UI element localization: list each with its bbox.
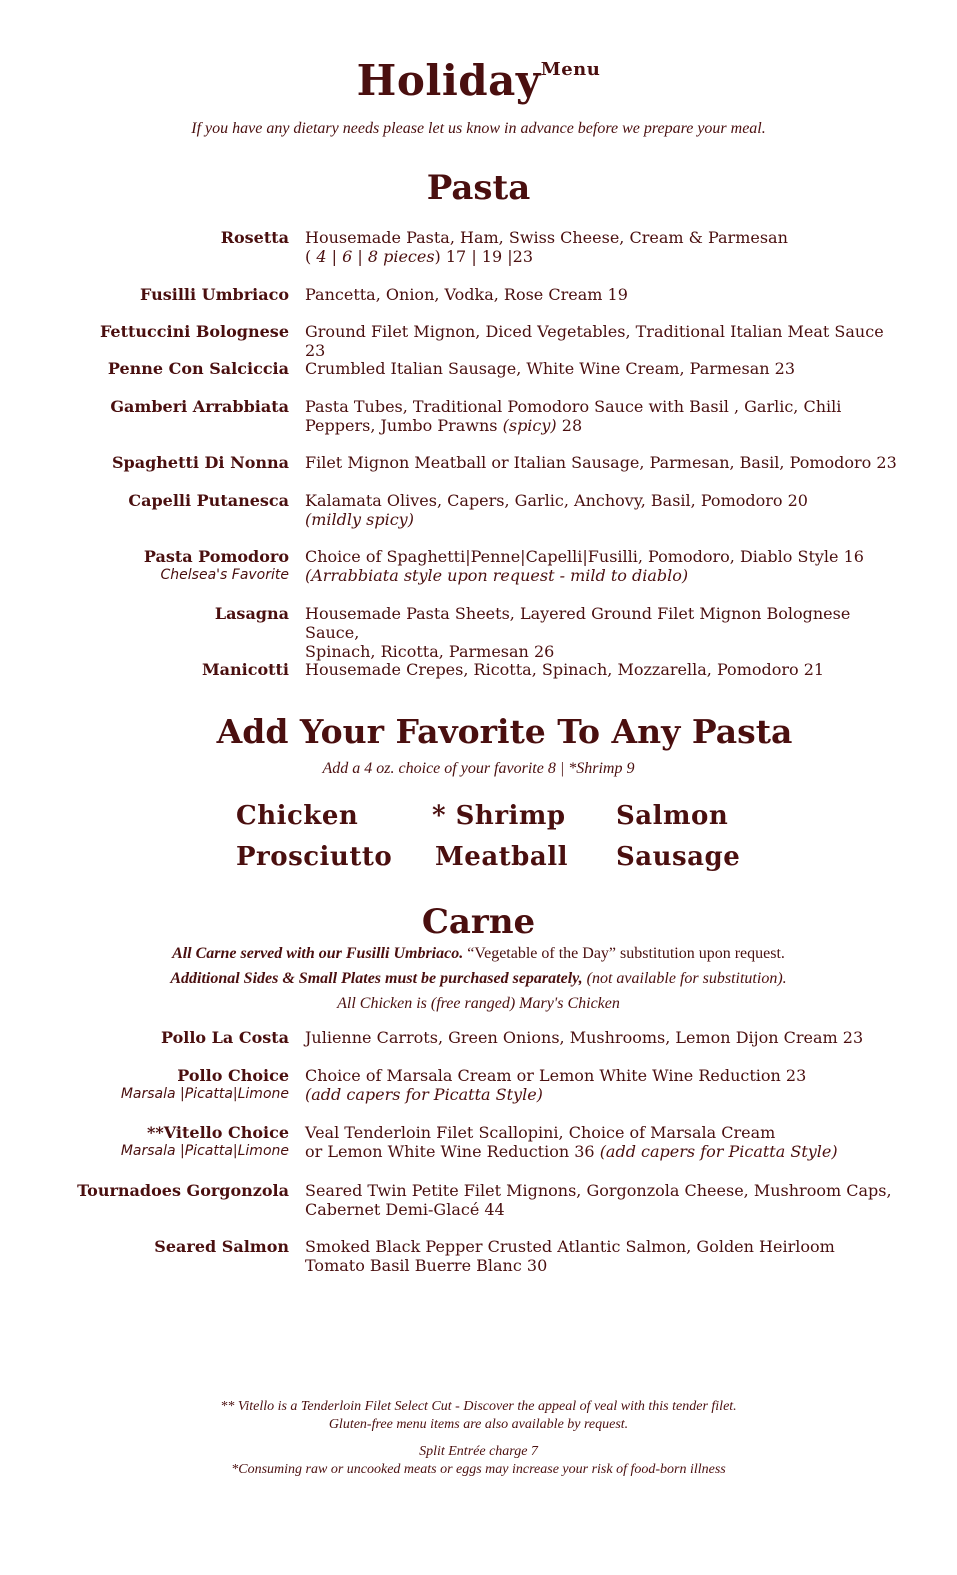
item-name: Lasagna [214,604,289,623]
favorite-shrimp: * Shrimp [432,801,566,831]
item-desc: Smoked Black Pepper Crusted Atlantic Salmon, Golden Heirloom Tomato Basil Buerre Blanc 30 [305,1237,835,1275]
favorite-chicken: Chicken [236,801,359,831]
footer-gluten-note: Gluten-free menu items are also available by request. [328,1417,629,1432]
item-name: Penne Con Salciccia [107,359,289,378]
item-name: Spaghetti Di Nonna [112,453,289,472]
item-name: Pollo La Costa [160,1028,289,1047]
item-name: Rosetta [220,228,289,247]
item-note: Marsala |Picatta|Limone [120,1143,289,1159]
pasta-heading: Pasta [426,168,531,208]
item-desc: Seared Twin Petite Filet Mignons, Gorgonzola Cheese, Mushroom Caps, Cabernet Demi-Glacé 44 [305,1181,892,1219]
item-desc: Pasta Tubes, Traditional Pomodoro Sauce with Basil , Garlic, Chili Peppers, Jumbo Prawns (spicy) 28 [305,397,842,435]
item-name: Pasta Pomodoro Chelsea's Favorite [143,547,289,583]
carne-note-3: All Chicken is (free ranged) Mary's Chicken [337,995,620,1012]
favorite-salmon: Salmon [616,801,729,831]
carne-note-1: All Carne served with our Fusilli Umbriaco. “Vegetable of the Day” substitution upon request. [172,945,785,962]
item-name: Pollo Choice Marsala |Picatta|Limone [120,1066,289,1102]
favorite-meatball: Meatball [435,842,568,872]
favorites-heading: Add Your Favorite To Any Pasta [216,712,793,751]
item-desc: Crumbled Italian Sausage, White Wine Cream, Parmesan 23 [305,359,796,378]
item-name: Fusilli Umbriaco [140,285,289,304]
item-desc: Veal Tenderloin Filet Scallopini, Choice of Marsala Cream or Lemon White Wine Reduction 36 (add capers for Picatta Style) [305,1123,838,1161]
item-desc: Julienne Carrots, Green Onions, Mushrooms, Lemon Dijon Cream 23 [305,1028,864,1047]
item-desc: Pancetta, Onion, Vodka, Rose Cream 19 [305,285,628,304]
item-name: Tournadoes Gorgonzola [77,1181,289,1200]
favorites-subheading: Add a 4 oz. choice of your favorite 8 | *Shrimp 9 [322,760,635,777]
dietary-note: If you have any dietary needs please let us know in advance before we prepare your meal. [191,120,766,137]
item-name: Seared Salmon [154,1237,289,1256]
item-desc: Ground Filet Mignon, Diced Vegetables, Traditional Italian Meat Sauce 23 [305,322,884,360]
menu-title: Holiday$^{Menu}$ [356,56,601,105]
item-desc: Housemade Pasta Sheets, Layered Ground Filet Mignon Bolognese Sauce, Spinach, Ricotta, Parmesan 26 [305,604,851,661]
item-desc: Choice of Marsala Cream or Lemon White Wine Reduction 23 (add capers for Picatta Style) [305,1066,807,1104]
item-desc: Housemade Crepes, Ricotta, Spinach, Mozzarella, Pomodoro 21 [305,660,825,679]
footer-consumption-warning: *Consuming raw or uncooked meats or eggs may increase your risk of food-born illness [231,1462,726,1477]
carne-note-2: Additional Sides & Small Plates must be purchased separately, (not available for substitution). [170,970,787,987]
item-desc: Kalamata Olives, Capers, Garlic, Anchovy, Basil, Pomodoro 20 (mildly spicy) [305,491,808,529]
item-name: Manicotti [201,660,289,679]
item-name: Fettuccini Bolognese [99,322,289,341]
item-note: Marsala |Picatta|Limone [120,1086,289,1102]
footer-vitello-note: ** Vitello is a Tenderloin Filet Select Cut - Discover the appeal of veal with this tender filet. [220,1399,737,1414]
item-desc: Filet Mignon Meatball or Italian Sausage, Parmesan, Basil, Pomodoro 23 [305,453,897,472]
menu-title-sup: Menu [540,59,601,80]
favorite-prosciutto: Prosciutto [236,842,393,872]
item-name: Gamberi Arrabbiata [110,397,289,416]
item-desc: Housemade Pasta, Ham, Swiss Cheese, Cream & Parmesan ( 4 | 6 | 8 pieces) 17 | 19 |23 [305,228,788,266]
item-name: Capelli Putanesca [128,491,289,510]
favorite-sausage: Sausage [616,842,741,872]
item-desc: Choice of Spaghetti|Penne|Capelli|Fusilli, Pomodoro, Diablo Style 16 (Arrabbiata style upon request - mild to diablo) [305,547,864,585]
footer-split-charge: Split Entrée charge 7 [419,1444,538,1459]
item-note: Chelsea's Favorite [160,567,289,583]
item-name: **Vitello Choice Marsala |Picatta|Limone [120,1123,289,1159]
carne-heading: Carne [421,902,536,942]
